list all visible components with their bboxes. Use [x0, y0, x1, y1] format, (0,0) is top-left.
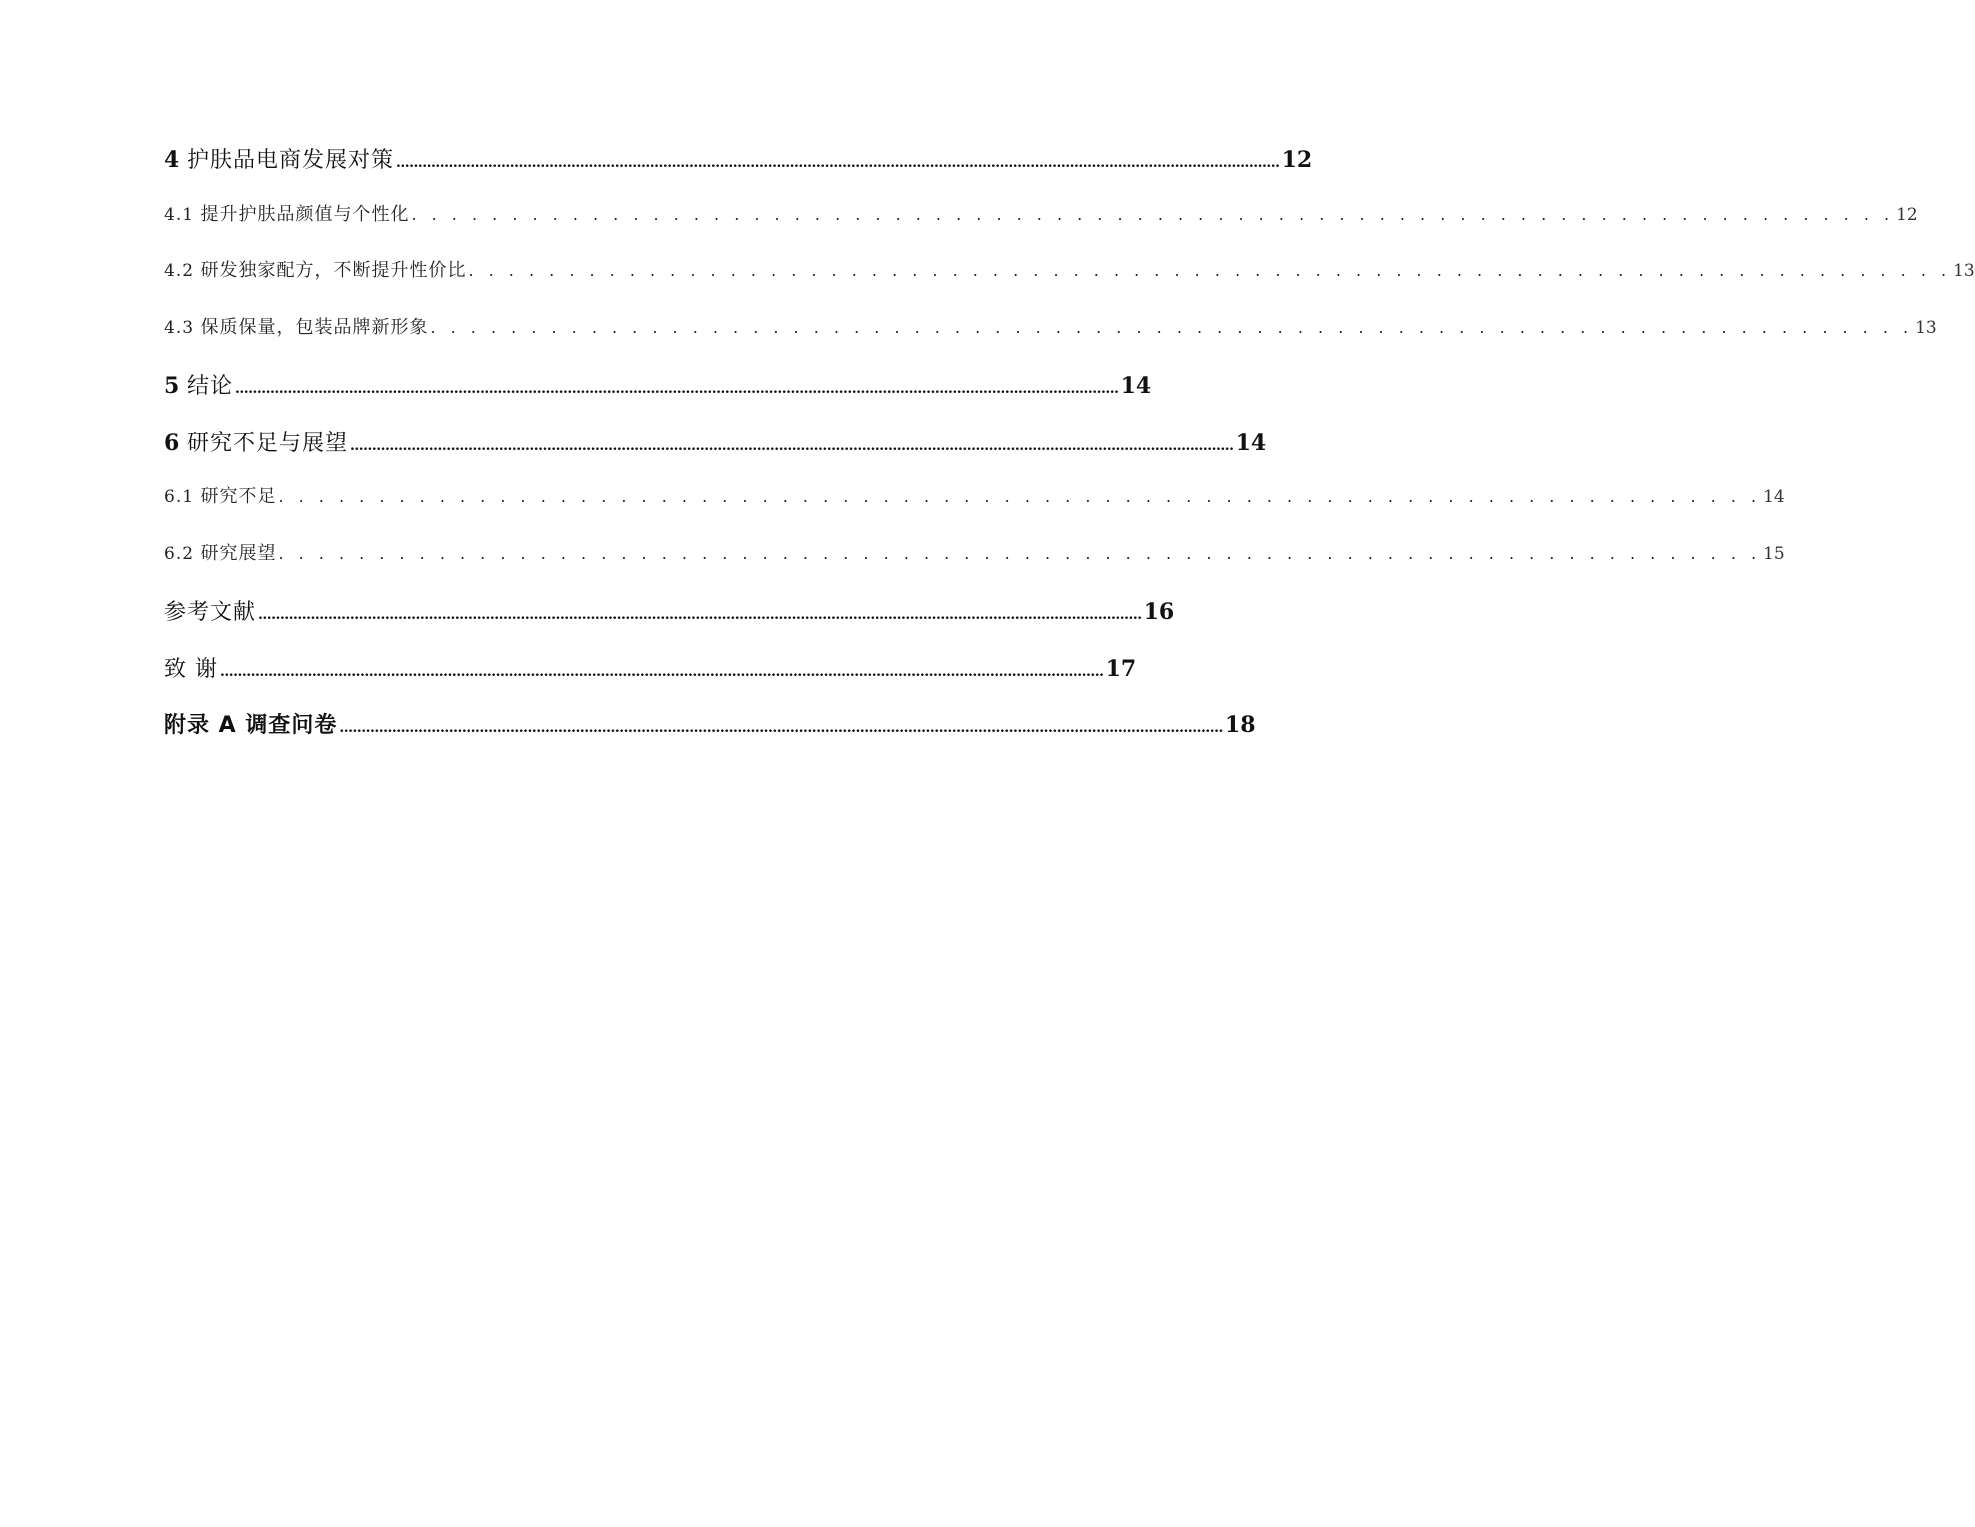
toc-entry-page: 13 — [1915, 317, 1937, 338]
toc-entry-label — [164, 256, 466, 282]
dot-leader: .......................................................................................................................................................................................................... — [350, 437, 1234, 454]
toc-entry-title: 结论 — [186, 374, 233, 399]
toc-entry-number: 6 — [164, 429, 180, 456]
toc-entry-number: 4.2 — [164, 261, 195, 281]
toc-entry-label — [164, 369, 233, 400]
toc-entry-label — [164, 708, 337, 739]
toc-entry-page: 17 — [1105, 655, 1137, 682]
toc-entry-number: 4.3 — [164, 317, 195, 338]
toc-entry-number: 4.1 — [164, 204, 195, 225]
dot-leader: .......................................................................................................................................................................................................... — [235, 381, 1119, 397]
toc-entry-4-3[interactable] — [164, 303, 1937, 360]
dot-leader: .......................................................................................................................................................................................................... — [220, 663, 1104, 680]
toc-entry-appendix-a[interactable] — [164, 698, 1256, 755]
dot-leader: .......................................................................................................................................................................................................... — [339, 720, 1223, 736]
toc-entry-title: 研发独家配方，不断提升性价比 — [200, 260, 467, 281]
toc-entry-page: 18 — [1224, 712, 1256, 738]
toc-entry-title: 护肤品电商发展对策 — [186, 148, 394, 173]
dot-leader: . . . . . . . . . . . . . . . . . . . . . . . . . . . . . . . . . . . . . . . . . . . . . . . . . . . . . . . . . . . . . . . . . . . . . . . . . . — [468, 261, 1952, 280]
toc-entry-page: 16 — [1143, 599, 1175, 625]
toc-entry-title: 附录 A 调查问卷 — [164, 713, 338, 738]
dot-leader: .......................................................................................................................................................................................................... — [396, 155, 1280, 171]
toc-entry-6-2[interactable] — [164, 529, 1785, 586]
toc-entry-page: 14 — [1763, 487, 1785, 507]
toc-entry-page: 12 — [1896, 204, 1918, 225]
toc-entry-title: 研究不足与展望 — [186, 430, 348, 456]
toc-entry-label — [164, 652, 218, 683]
dot-leader: . . . . . . . . . . . . . . . . . . . . . . . . . . . . . . . . . . . . . . . . . . . . . . . . . . . . . . . . . . . . . . . . . . . . . . . . . . — [278, 543, 1762, 563]
toc-entry-label — [164, 482, 276, 508]
toc-entry-4-1[interactable] — [164, 190, 1918, 247]
toc-entry-title: 研究不足 — [200, 486, 277, 507]
dot-leader: . . . . . . . . . . . . . . . . . . . . . . . . . . . . . . . . . . . . . . . . . . . . . . . . . . . . . . . . . . . . . . . . . . . . . . . . . . — [411, 204, 1895, 224]
toc-entry-6-1[interactable] — [164, 472, 1785, 529]
toc-entry-title: 参考文献 — [164, 600, 257, 625]
toc-entry-title: 致 谢 — [164, 656, 218, 682]
toc-entry-label — [164, 200, 409, 226]
dot-leader: . . . . . . . . . . . . . . . . . . . . . . . . . . . . . . . . . . . . . . . . . . . . . . . . . . . . . . . . . . . . . . . . . . . . . . . . . . — [278, 487, 1762, 506]
toc-entry-4[interactable] — [164, 133, 1313, 190]
toc-entry-number: 4 — [164, 147, 180, 173]
toc-entry-title: 研究展望 — [200, 542, 277, 564]
toc-entry-label — [164, 313, 428, 339]
toc-entry-label — [164, 143, 394, 174]
toc-entry-title: 保质保量，包装品牌新形象 — [200, 316, 429, 338]
toc-entry-number: 6.1 — [164, 487, 195, 507]
table-of-contents — [164, 133, 1975, 755]
toc-entry-acknowledgements[interactable] — [164, 642, 1137, 699]
dot-leader: .......................................................................................................................................................................................................... — [258, 607, 1142, 623]
toc-entry-label — [164, 595, 256, 626]
toc-entry-page: 14 — [1120, 373, 1152, 399]
toc-entry-4-2[interactable] — [164, 246, 1975, 303]
toc-entry-page: 14 — [1235, 429, 1267, 456]
toc-entry-page: 13 — [1953, 261, 1975, 281]
toc-entry-page: 15 — [1763, 543, 1785, 564]
toc-entry-page: 12 — [1281, 147, 1313, 173]
toc-entry-number: 6.2 — [164, 543, 195, 564]
toc-entry-title: 提升护肤品颜值与个性化 — [200, 203, 410, 225]
toc-entry-label — [164, 426, 348, 457]
toc-entry-number: 5 — [164, 373, 180, 399]
toc-entry-5[interactable] — [164, 359, 1152, 416]
dot-leader: . . . . . . . . . . . . . . . . . . . . . . . . . . . . . . . . . . . . . . . . . . . . . . . . . . . . . . . . . . . . . . . . . . . . . . . . . . — [430, 317, 1914, 337]
toc-entry-6[interactable] — [164, 416, 1267, 473]
toc-entry-references[interactable] — [164, 585, 1175, 642]
toc-entry-label — [164, 539, 276, 565]
